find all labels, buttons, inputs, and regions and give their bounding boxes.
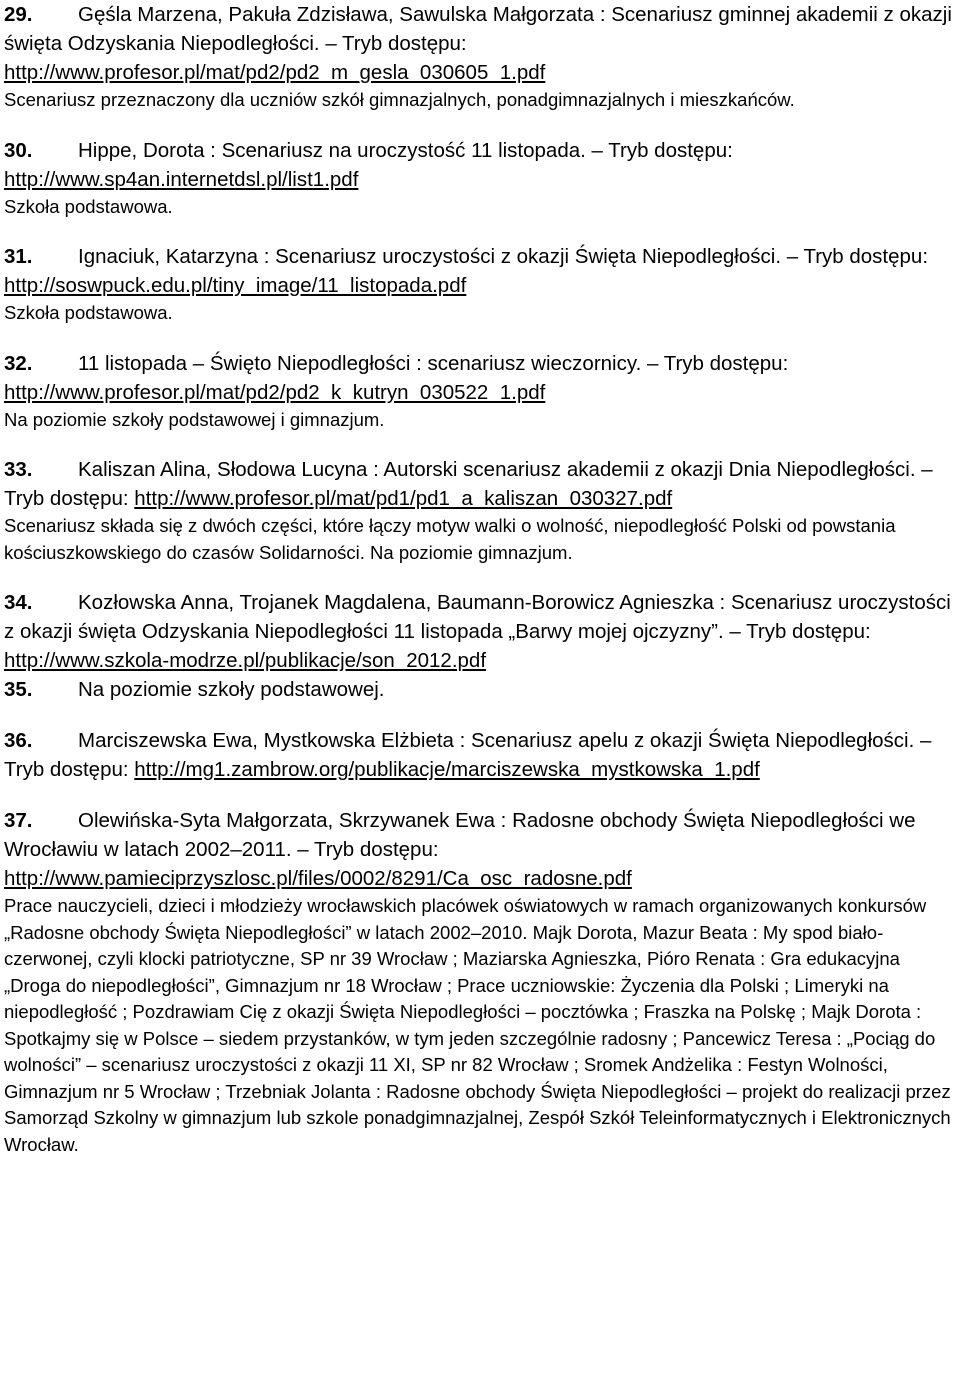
entry-link[interactable]: http://www.profesor.pl/mat/pd2/pd2_m_gesla_030605_1.pdf xyxy=(4,61,546,84)
entry-heading xyxy=(4,455,956,513)
entry-text: Na poziomie szkoły podstawowej. xyxy=(78,678,385,701)
entry-number: 35. xyxy=(4,678,33,701)
entry-text: Hippe, Dorota : Scenariusz na uroczystość 11 listopada. – Tryb dostępu: xyxy=(78,138,733,162)
entry-heading xyxy=(4,675,956,704)
entry-33 xyxy=(4,455,956,566)
entry-link[interactable]: http://www.sp4an.internetdsl.pl/list1.pdf xyxy=(4,167,359,191)
bibliography-page xyxy=(4,0,956,1158)
entry-link[interactable]: http://www.profesor.pl/mat/pd1/pd1_a_kaliszan_030327.pdf xyxy=(134,487,673,510)
entry-number: 31. xyxy=(4,245,33,268)
entry-link[interactable]: http://mg1.zambrow.org/publikacje/marciszewska_mystkowska_1.pdf xyxy=(134,758,760,781)
entry-heading xyxy=(4,726,956,784)
entry-text: Olewińska-Syta Małgorzata, Skrzywanek Ewa : Radosne obchody Święta Niepodległości we Wrocławiu w latach 2002–2011. – Tryb dostępu: xyxy=(4,809,916,861)
entry-heading xyxy=(4,0,956,87)
entry-heading xyxy=(4,806,956,893)
entry-number: 34. xyxy=(4,591,33,614)
entry-note: Szkoła podstawowa. xyxy=(4,195,173,217)
entry-35 xyxy=(4,675,956,704)
entry-text: Gęśla Marzena, Pakuła Zdzisława, Sawulska Małgorzata : Scenariusz gminnej akademii z okazji święta Odzyskania Niepodległości. – Tryb dostępu: xyxy=(4,3,952,55)
entry-number: 29. xyxy=(4,3,33,26)
entry-30 xyxy=(4,136,956,221)
entry-note: Scenariusz składa się z dwóch części, które łączy motyw walki o wolność, niepodległość Polski od powstania kościuszkowskiego do czasów Solidarności. Na poziomie gimnazjum. xyxy=(4,515,896,563)
entry-text: Kozłowska Anna, Trojanek Magdalena, Baumann-Borowicz Agnieszka : Scenariusz uroczystości z okazji święta Odzyskania Niepodległości 11 listopada „Barwy mojej ojczyzny”. – Tryb dostępu: xyxy=(4,591,951,643)
entry-number: 33. xyxy=(4,458,33,481)
entry-text: Kaliszan Alina, Słodowa Lucyna : Autorski scenariusz akademii z okazji Dnia Niepodległości. – Tryb dostępu: xyxy=(4,458,933,510)
entry-link[interactable]: http://www.pamieciprzyszlosc.pl/files/0002/8291/Ca_osc_radosne.pdf xyxy=(4,867,632,890)
entry-heading xyxy=(4,349,956,407)
entry-number: 30. xyxy=(4,138,33,162)
entry-heading xyxy=(4,242,956,300)
entry-heading xyxy=(4,588,956,675)
entry-text: 11 listopada – Święto Niepodległości : scenariusz wieczornicy. – Tryb dostępu: xyxy=(78,351,789,375)
entry-number: 37. xyxy=(4,809,33,832)
entry-note: Na poziomie szkoły podstawowej i gimnazjum. xyxy=(4,408,385,430)
entry-note: Prace nauczycieli, dzieci i młodzieży wrocławskich placówek oświatowych w ramach organizowanych konkursów „Radosne obchody Święta Niepodległości” w latach 2002–2010. Majk Dorota, Mazur Beata : My spod biało-czerwonej, czyli klocki patriotyczne, SP nr 39 Wrocław ; Maziarska Agnieszka, Pióro Renata : Gra edukacyjna „Droga do niepodległości”, Gimnazjum nr 18 Wrocław ; Prace uczniowskie: Życzenia dla Polski ; Limeryki na niepodległość ; Pozdrawiam Cię z okazji Święta Niepodległości – pocztówka ; Fraszka na Polskę ; Majk Dorota : Spotkajmy się w Polsce – siedem przystanków, w tym jeden szczególnie radosny ; Pancewicz Teresa : „Pociąg do wolności” – scenariusz uroczystości z okazji 11 XI, SP nr 82 Wrocław ; Sromek Andżelika : Festyn Wolności, Gimnazjum nr 5 Wrocław ; Trzebniak Jolanta : Radosne obchody Święta Niepodległości – projekt do realizacji przez Samorząd Szkolny w gimnazjum lub szkole ponadgimnazjalnej, Zespół Szkół Teleinformatycznych i Elektronicznych Wrocław. xyxy=(4,895,951,1155)
entry-36 xyxy=(4,726,956,784)
entry-text: Marciszewska Ewa, Mystkowska Elżbieta : Scenariusz apelu z okazji Święta Niepodległości. – Tryb dostępu: xyxy=(4,729,932,781)
entry-note: Szkoła podstawowa. xyxy=(4,302,173,323)
entry-link[interactable]: http://www.profesor.pl/mat/pd2/pd2_k_kutryn_030522_1.pdf xyxy=(4,380,546,404)
entry-link[interactable]: http://www.szkola-modrze.pl/publikacje/son_2012.pdf xyxy=(4,649,487,672)
entry-34 xyxy=(4,588,956,675)
entry-text: Ignaciuk, Katarzyna : Scenariusz uroczystości z okazji Święta Niepodległości. – Tryb dostępu: xyxy=(78,245,929,268)
entry-37 xyxy=(4,806,956,1158)
entry-note: Scenariusz przeznaczony dla uczniów szkół gimnazjalnych, ponadgimnazjalnych i mieszkańców. xyxy=(4,89,795,110)
entry-number: 36. xyxy=(4,729,33,752)
entry-heading xyxy=(4,136,956,194)
entry-31 xyxy=(4,242,956,327)
entry-link[interactable]: http://soswpuck.edu.pl/tiny_image/11_listopada.pdf xyxy=(4,274,467,297)
entry-29 xyxy=(4,0,956,114)
entry-number: 32. xyxy=(4,351,33,375)
entry-32 xyxy=(4,349,956,434)
